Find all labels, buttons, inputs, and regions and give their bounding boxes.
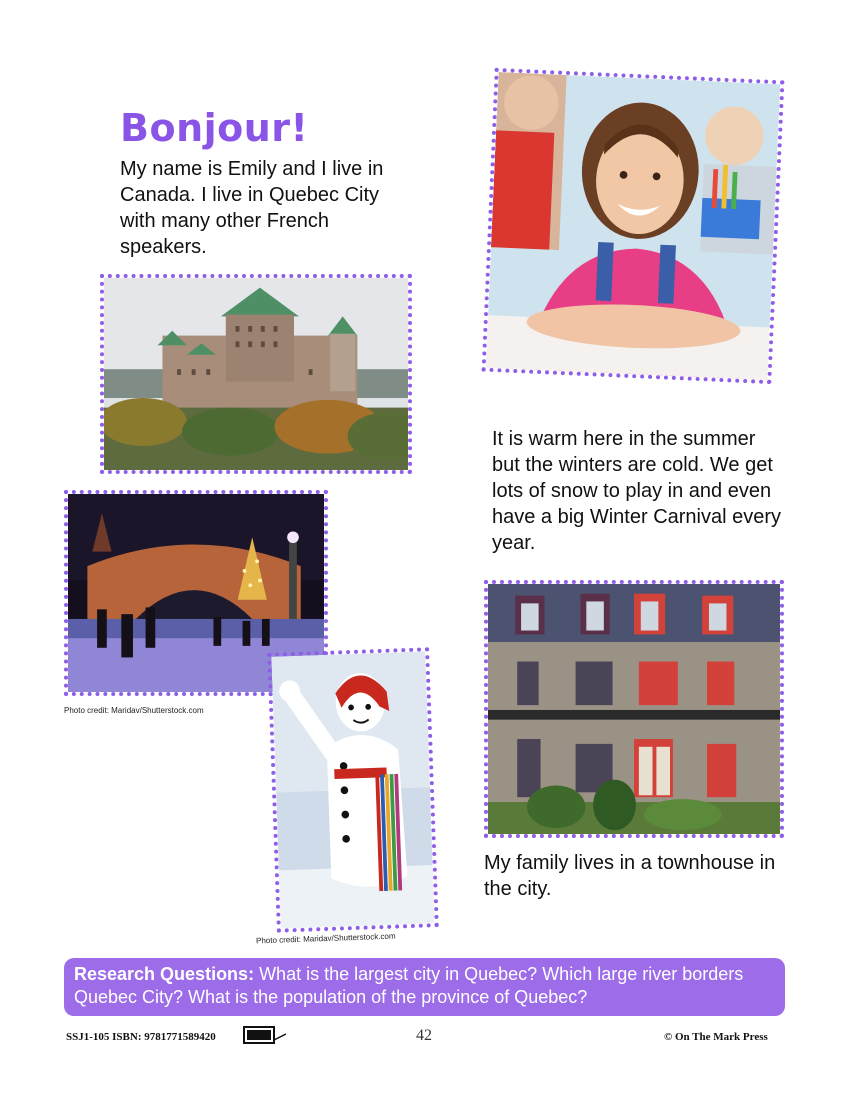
research-label: Research Questions: [74, 964, 255, 984]
townhouse-photo [484, 580, 784, 838]
computer-icon [243, 1024, 287, 1046]
photo-credit-bonhomme: Photo credit: Maridav/Shutterstock.com [255, 931, 396, 946]
girl-photo [482, 68, 785, 384]
page-number: 42 [416, 1027, 432, 1044]
page-title: Bonjour! [120, 106, 309, 150]
photo-credit-carnival: Photo credit: Maridav/Shutterstock.com [64, 706, 204, 715]
bonhomme-carnaval-photo [267, 647, 439, 932]
weather-paragraph: It is warm here in the summer but the winters are cold. We get lots of snow to play in and even have a big Winter Carnival every year. [492, 428, 782, 554]
intro-paragraph: My name is Emily and I live in Canada. I live in Quebec City with many other French speakers. [120, 158, 384, 258]
footer-isbn: SSJ1-105 ISBN: 9781771589420 [66, 1031, 216, 1043]
footer-publisher: © On The Mark Press [664, 1031, 768, 1043]
chateau-frontenac-photo [100, 274, 412, 474]
research-questions-banner [64, 958, 785, 1016]
research-text: What is the largest city in Quebec? Which large river borders Quebec City? What is the population of the province of Quebec? [74, 964, 744, 1007]
family-paragraph: My family lives in a townhouse in the city. [484, 852, 776, 900]
